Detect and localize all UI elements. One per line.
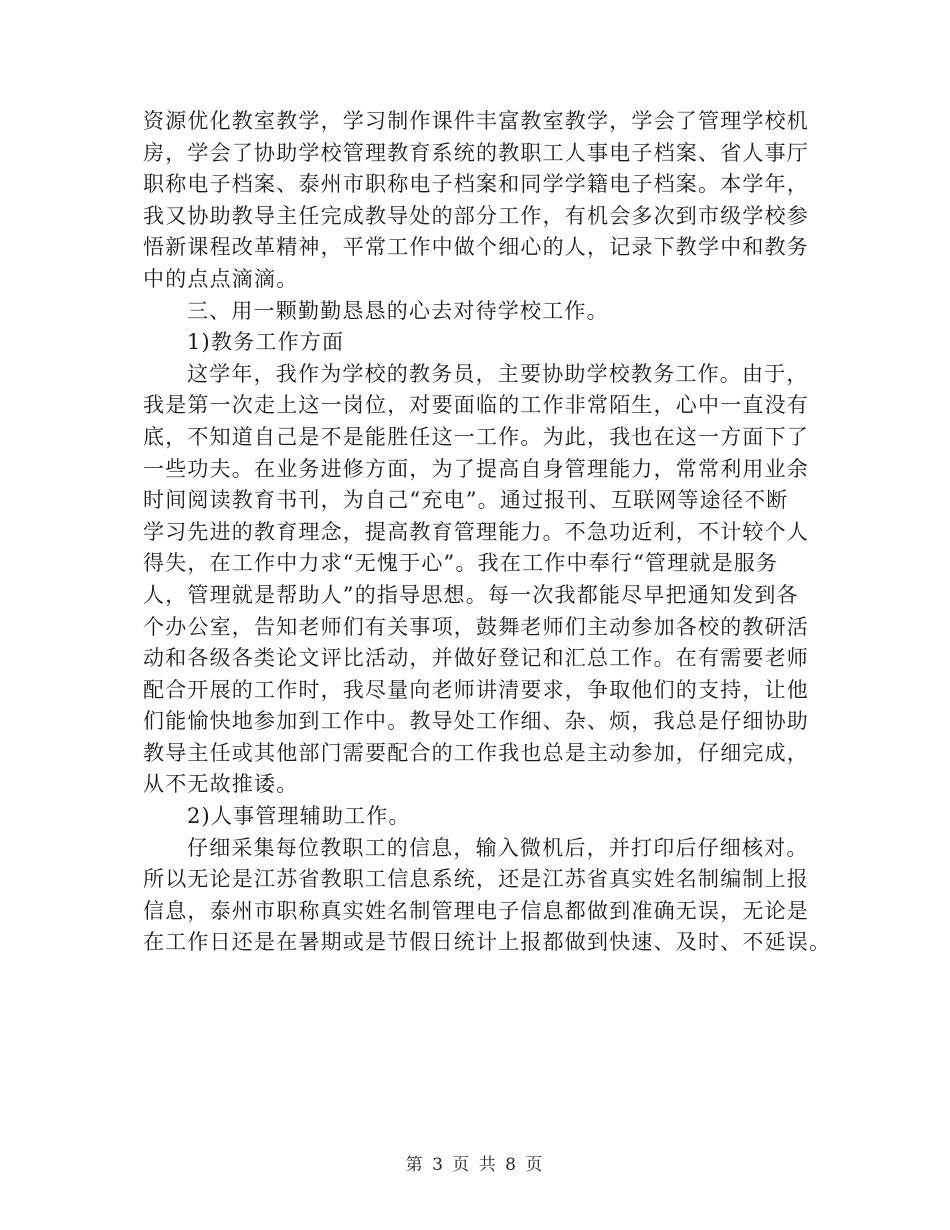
text-line: 1)教务工作方面 (187, 330, 345, 355)
text-line: 时间阅读教育书刊，为自己“充电”。通过报刊、互联网等途径不断 (143, 488, 789, 513)
text-line: 们能愉快地参加到工作中。教导处工作细、杂、烦，我总是仔细协助 (143, 709, 809, 734)
text-line: 得失，在工作中力求“无愧于心”。我在工作中奉行“管理就是服务 (143, 551, 779, 576)
text-line: 动和各级各类论文评比活动，并做好登记和汇总工作。在有需要老师 (143, 646, 809, 671)
text-line: 学习先进的教育理念，提高教育管理能力。不急功近利，不计较个人 (143, 519, 809, 544)
text-line: 中的点点滴滴。 (143, 266, 299, 291)
text-line: 悟新课程改革精神，平常工作中做个细心的人，记录下教学中和教务 (143, 235, 809, 260)
text-line: 我又协助教导主任完成教导处的部分工作，有机会多次到市级学校参 (143, 203, 809, 228)
text-line: 这学年，我作为学校的教务员，主要协助学校教务工作。由于， (187, 361, 809, 386)
text-line: 一些功夫。在业务进修方面，为了提高自身管理能力，常常利用业余 (143, 456, 809, 481)
text-line: 在工作日还是在暑期或是节假日统计上报都做到快速、及时、不延误。 (143, 930, 832, 955)
text-line: 个办公室，告知老师们有关事项，鼓舞老师们主动参加各校的教研活 (143, 614, 809, 639)
text-line: 资源优化教室教学，学习制作课件丰富教室教学，学会了管理学校机 (143, 109, 809, 133)
text-line: 教导主任或其他部门需要配合的工作我也总是主动参加，仔细完成， (143, 740, 809, 765)
document-body (143, 106, 832, 959)
text-line: 人，管理就是帮助人”的指导思想。每一次我都能尽早把通知发到各 (143, 582, 799, 607)
text-line: 配合开展的工作时，我尽量向老师讲清要求，争取他们的支持，让他 (143, 677, 809, 702)
text-line: 三、用一颗勤勤恳恳的心去对待学校工作。 (187, 298, 609, 323)
text-line: 底，不知道自己是不是能胜任这一工作。为此，我也在这一方面下了 (143, 424, 809, 449)
text-line: 所以无论是江苏省教职工信息系统，还是江苏省真实姓名制编制上报 (143, 867, 809, 892)
text-line: 房，学会了协助学校管理教育系统的教职工人事电子档案、省人事厅 (143, 140, 809, 165)
text-line: 2)人事管理辅助工作。 (187, 804, 411, 829)
text-line: 我是第一次走上这一岗位，对要面临的工作非常陌生，心中一直没有 (143, 393, 809, 418)
page-footer: 第 3 页 共 8 页 (405, 1155, 545, 1175)
text-line: 仔细采集每位教职工的信息，输入微机后，并打印后仔细核对。 (187, 835, 809, 860)
text-line: 信息，泰州市职称真实姓名制管理电子信息都做到准确无误，无论是 (143, 898, 809, 923)
text-line: 职称电子档案、泰州市职称电子档案和同学学籍电子档案。本学年， (143, 172, 809, 197)
text-line: 从不无故推诿。 (143, 772, 299, 797)
